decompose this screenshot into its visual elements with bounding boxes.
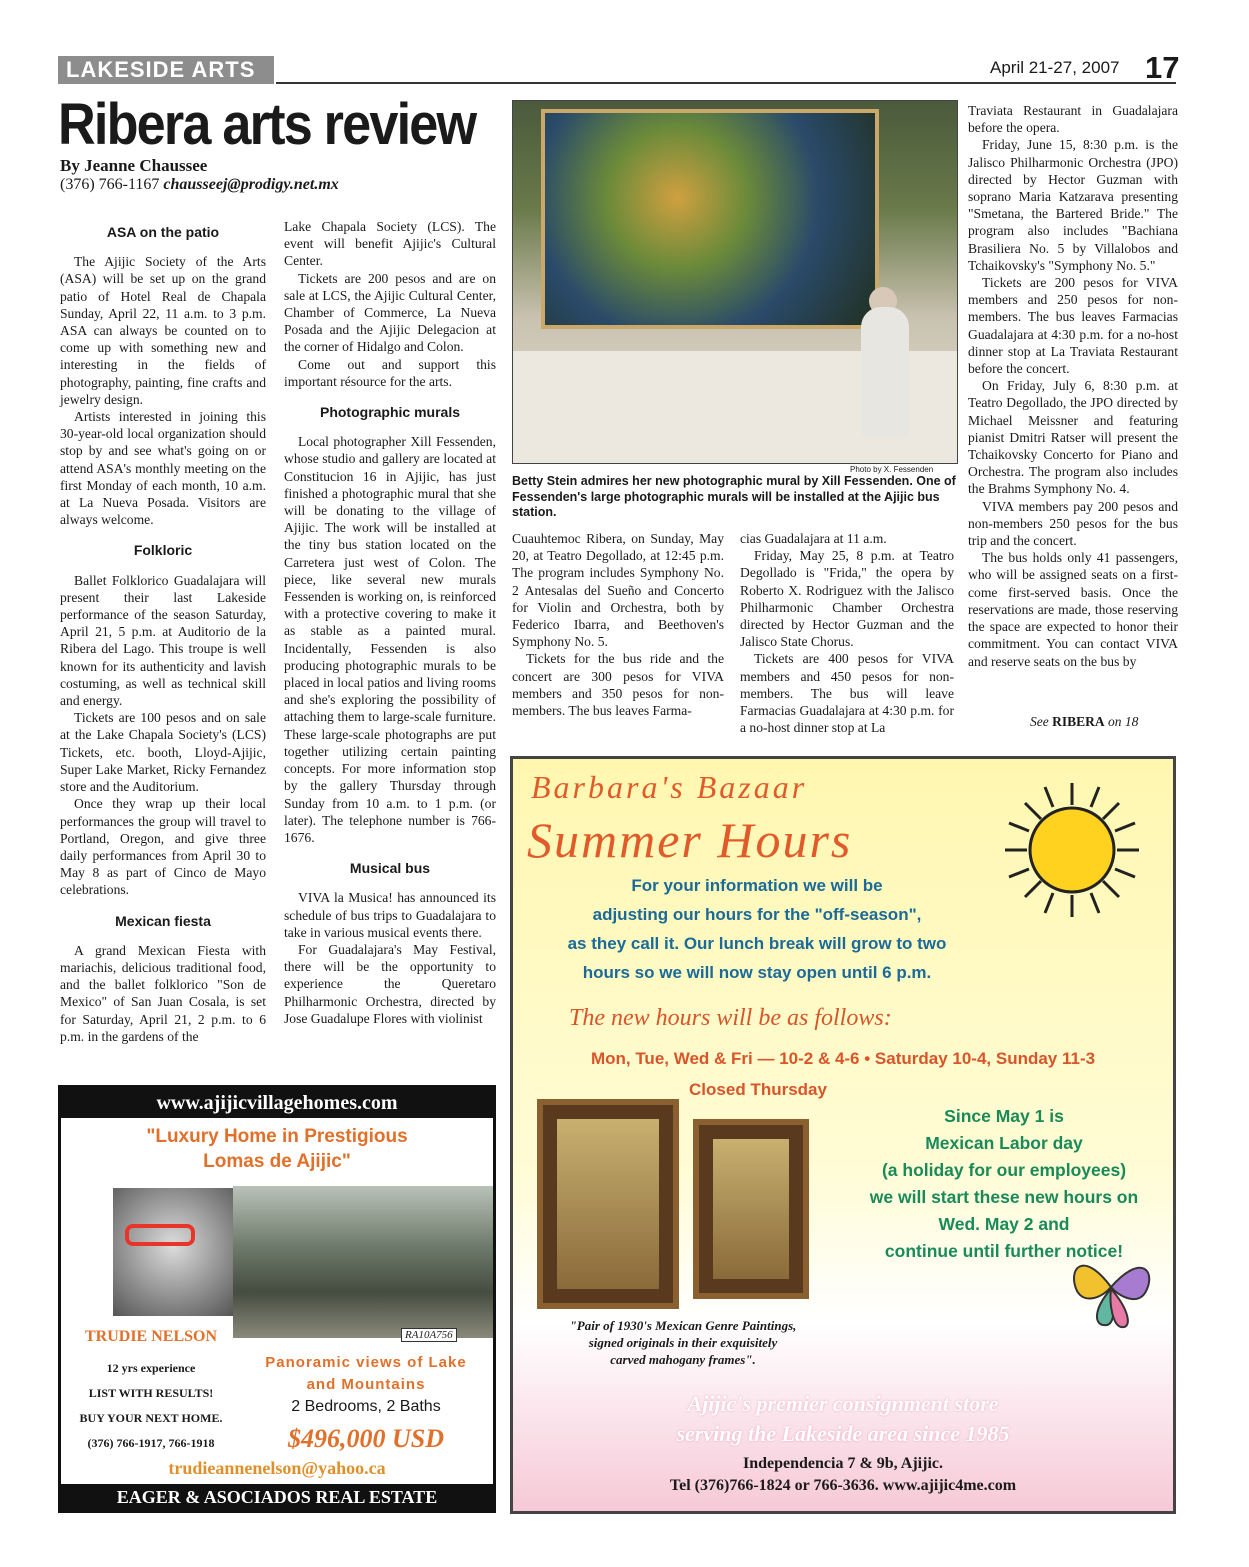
caption-line: signed originals in their exquisitely [588, 1335, 778, 1350]
paragraph: Friday, June 15, 8:30 p.m. is the Jalisco Philharmonic Orchestra (JPO) directed by Hector Guzman with soprano Maria Katzarava presenting "Smetana, the Bartered Bride." The program also includes "Bachiana Brasiliera No. 5 by Villalobos and Tchaikovsky's "Symphony No. 5." [968, 137, 1178, 273]
agent-name: TRUDIE NELSON [84, 1328, 218, 1345]
paragraph: The bus holds only 41 passengers, who will be assigned seats on a first-come first-served basis. Once the reservations are made, those reserving the space are expected to honor their commitment. You can contact VIVA and reserve seats on the bus by [968, 550, 1178, 669]
subhead-folkloric: Folkloric [133, 542, 193, 559]
views-text [241, 1352, 491, 1396]
subhead-fiesta: Mexican fiesta [115, 912, 211, 929]
notice-line: continue until further notice! [884, 1241, 1124, 1261]
paragraph: Tickets are 200 pesos for VIVA members and 250 pesos for non-members. The bus leaves Farmacias Guadalajara at 4:30 p.m. for a no-host dinner stop at La Traviata Restaurant before the concert. [968, 275, 1178, 377]
subhead-bus: Musical bus [349, 860, 431, 877]
notice-line: Mexican Labor day [925, 1133, 1083, 1153]
rooms-text: 2 Bedrooms, 2 Baths [291, 1398, 441, 1415]
paragraph: A grand Mexican Fiesta with mariachis, delicious traditional food, and the ballet folklorico "Son de Mexico" of San Juan Cosala, is set for Saturday, April 21, 2 p.m. to 6 p.m. in the gardens of the [60, 942, 266, 1044]
paragraph: Ballet Folklorico Guadalajara will present their last Lakeside performance of the season Saturday, April 21, 5 p.m. at Auditorio de la Ribera del Lago. This troupe is well known for its authenticity and lavish costuming, as well as technical skill and energy. [60, 572, 266, 709]
paragraph: Tickets are 400 pesos for VIVA members and 450 pesos for non-members. The bus will leave Farmacias Guadalajara at 4:30 p.m. for a no-host dinner stop at La [740, 651, 954, 736]
agent-details [63, 1356, 239, 1456]
agent-line: 12 yrs experience [106, 1361, 196, 1375]
jump-suffix: on 18 [1108, 714, 1139, 729]
slogan-line: serving the Lakeside area since 1985 [676, 1421, 1010, 1446]
views-line: Panoramic views of Lake [265, 1354, 467, 1371]
subhead-asa: ASA on the patio [106, 224, 220, 240]
house-photo [233, 1186, 493, 1338]
info-line: adjusting our hours for the "off-season", [592, 905, 922, 924]
paintings-photo [537, 1099, 809, 1321]
notice-line: (a holiday for our employees) [881, 1160, 1127, 1180]
paragraph: cias Guadalajara at 11 a.m. [740, 531, 887, 546]
agent-email[interactable]: trudieannenelson@yahoo.ca [168, 1458, 386, 1478]
continued-jump [1030, 714, 1138, 730]
hours-schedule [513, 1043, 1173, 1105]
author-phone: (376) 766-1167 [60, 176, 160, 193]
notice-line: Wed. May 2 and [938, 1214, 1070, 1234]
paragraph: Traviata Restaurant in Guadalajara before the opera. [968, 103, 1178, 136]
closed-day: Closed Thursday [689, 1080, 827, 1099]
jump-keyword: RIBERA [1052, 714, 1105, 729]
sun-icon [997, 775, 1147, 925]
mural-artwork [541, 109, 879, 329]
notice-line: Since May 1 is [944, 1106, 1064, 1126]
paragraph: Once they wrap up their local performances the group will travel to Portland, Oregon, and give three daily performances from April 30 to May 8 as part of Cinco de Mayo celebrations. [60, 796, 266, 898]
agent-line: LIST WITH RESULTS! [88, 1386, 214, 1400]
issue-date: April 21-27, 2007 [990, 58, 1120, 77]
paragraph: Cuauhtemoc Ribera, on Sunday, May 20, at Teatro Degollado, at 12:45 p.m. The program includes Symphony No. 2 Antesalas del Sueño and Concerto for Violin and Orchestra, both by Federico Ibarra, and Beethoven's Symphony No. 5. [512, 531, 724, 650]
byline: By Jeanne Chaussee [60, 156, 208, 175]
store-slogan [513, 1389, 1173, 1449]
article-column-3 [512, 530, 724, 719]
info-text [517, 871, 997, 987]
paragraph: VIVA members pay 200 pesos and non-members 250 pesos for the bus trip and the concert. [968, 498, 1178, 549]
article-column-1 [60, 214, 266, 1045]
info-line: hours so we will now stay open until 6 p.m. [582, 963, 932, 982]
paragraph: For Guadalajara's May Festival, there will be the opportunity to experience the Queretaro Philharmonic Orchestra, directed by Jose Guadalupe Flores with violinist [284, 941, 496, 1026]
ad-website[interactable]: www.ajijicvillagehomes.com [61, 1088, 493, 1118]
article-column-4 [740, 530, 954, 736]
hours-intro: The new hours will be as follows: [569, 1005, 892, 1031]
mural-photo [512, 100, 958, 464]
paintings-caption [533, 1317, 833, 1368]
notice-line: we will start these new hours on [869, 1187, 1139, 1207]
agent-portrait [113, 1188, 233, 1316]
agent-phone: (376) 766-1917, 766-1918 [87, 1436, 215, 1450]
person [861, 307, 909, 437]
store-name: Barbara's Bazaar [531, 769, 808, 805]
author-contact [60, 176, 339, 194]
page-number: 17 [1145, 50, 1180, 85]
listing-ref: RA10A756 [401, 1328, 457, 1342]
info-line: as they call it. Our lunch break will grow to two [567, 934, 947, 953]
photo-credit: Photo by X. Fessenden [850, 465, 934, 474]
caption-line: "Pair of 1930's Mexican Genre Paintings, [569, 1318, 797, 1333]
caption-line: carved mahogany frames". [610, 1352, 756, 1367]
painting-frame [693, 1119, 809, 1299]
paragraph: Local photographer Xill Fessenden, whose studio and gallery are located at Constitucion 16 in Ajijic, has just finished a photographic mural that she will be donating to the village of Ajijic. The work will be installed at the tiny bus station located on the Carretera just west of Colon. The piece, like several new murals Fessenden is working on, is reinforced with a protective covering to make it as stable as a painted mural. Incidentally, Fessenden is also producing photographic murals to be placed in local patios and living rooms and she's exploring the possibility of attaching them to large-scale furniture. These large-scale photographs are put together utilizing certain painting concepts. For more information stop by the gallery Thursday through Sunday from 10 a.m. to 1 p.m. (or later). The telephone number is 766-1676. [284, 434, 496, 845]
slogan-line: Ajijic's premier consignment store [687, 1391, 999, 1416]
hours-line: Mon, Tue, Wed & Fri — 10-2 & 4-6 • Saturday 10-4, Sunday 11-3 [590, 1049, 1096, 1068]
real-estate-ad [58, 1085, 496, 1513]
butterfly-icon [1063, 1239, 1159, 1335]
paragraph: Tickets are 200 pesos and are on sale at LCS, the Ajijic Cultural Center, Chamber of Commerce, La Nueva Posada and the Ajijic Delegacion at the corner of Hidalgo and Colon. [284, 270, 496, 355]
info-line: For your information we will be [631, 876, 883, 895]
jump-prefix: See [1030, 714, 1049, 729]
paragraph: Come out and support this important résource for the arts. [284, 356, 496, 389]
paragraph: Tickets are 100 pesos and on sale at the Lake Chapala Society's (LCS) Tickets, etc. booth, Lloyd-Ajijic, Super Lake Market, Ricky Fernandez store and the Auditorium. [60, 710, 266, 795]
store-contact[interactable]: Tel (376)766-1824 or 766-3636. www.ajijic4me.com [669, 1477, 1017, 1494]
subhead-murals: Photographic murals [319, 404, 461, 421]
photo-caption: Betty Stein admires her new photographic mural by Xill Fessenden. One of Fessenden's large photographic murals will be installed at the Ajijic bus station. [512, 474, 956, 520]
paragraph: Tickets for the bus ride and the concert are 300 pesos for VIVA members and 350 pesos for non-members. The bus leaves Farma- [512, 651, 724, 719]
store-address: Independencia 7 & 9b, Ajijic. [742, 1455, 943, 1472]
paragraph: On Friday, July 6, 8:30 p.m. at Teatro Degollado, the JPO directed by Michael Meissner and featuring pianist Dmitri Ratser will present the Tchaikovsky Concerto for Piano and Orchestra. The program also includes the Brahms Symphony No. 4. [968, 378, 1178, 497]
bazaar-ad [510, 756, 1176, 1514]
agent-line: BUY YOUR NEXT HOME. [79, 1411, 223, 1425]
glasses-icon [125, 1224, 195, 1246]
paragraph: Friday, May 25, 8 p.m. at Teatro Degollado is "Frida," the opera by Roberto X. Rodriguez with the Jalisco Philharmonic Chamber Orchestra directed by Hector Guzman and the Jalisco State Chorus. [740, 548, 954, 650]
paragraph: The Ajijic Society of the Arts (ASA) will be set up on the grand patio of Hotel Real de Chapala Sunday, April 22, 11 a.m. to 3 p.m. ASA can always be counted on to come up with something new and interesting in the fields of photography, painting, fine crafts and jewelry design. [60, 254, 266, 407]
headline: Ribera arts review [58, 92, 476, 157]
ad-tagline [61, 1124, 493, 1174]
paragraph: VIVA la Musica! has announced its schedule of bus trips to Guadalajara to take in various musical events there. [284, 890, 496, 940]
price: $496,000 USD [287, 1424, 444, 1453]
tagline-line: "Luxury Home in Prestigious [146, 1126, 408, 1147]
author-email[interactable]: chausseej@prodigy.net.mx [163, 176, 339, 193]
ad-title: Summer Hours [527, 812, 853, 868]
section-tag: LAKESIDE ARTS [58, 56, 274, 84]
views-line: and Mountains [306, 1376, 426, 1393]
article-column-2 [284, 218, 496, 1027]
paragraph: Artists interested in joining this 30-year-old local organization should stop by and see what's going on or attend ASA's monthly meeting on the first Monday of each month, 10 a.m. at La Nueva Posada. Visitors are always welcome. [60, 409, 266, 528]
header-rule [276, 82, 1176, 84]
article-column-5 [968, 102, 1178, 670]
painting-frame [537, 1099, 679, 1309]
paragraph: Lake Chapala Society (LCS). The event will benefit Ajijic's Cultural Center. [284, 219, 496, 269]
tagline-line: Lomas de Ajijic" [203, 1151, 351, 1172]
firm-name: EAGER & ASOCIADOS REAL ESTATE [61, 1484, 493, 1510]
